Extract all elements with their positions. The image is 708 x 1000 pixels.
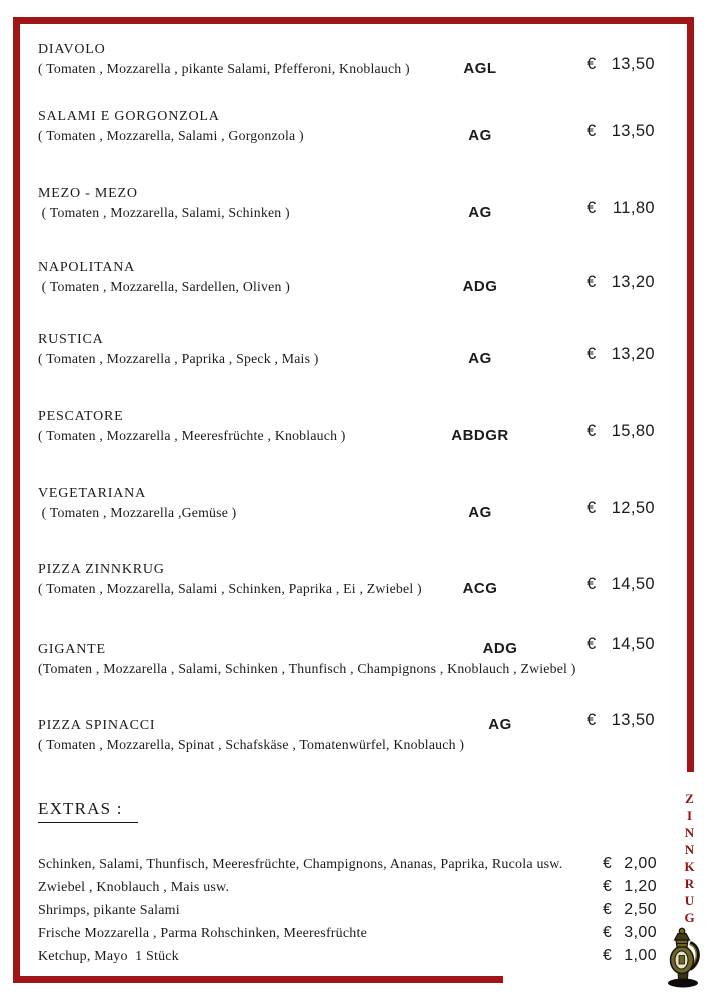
item-name: PIZZA SPINACCI — [38, 718, 156, 733]
extras-item — [38, 901, 657, 923]
brand-vertical-text — [681, 790, 698, 926]
item-name: VEGETARIANA — [38, 486, 146, 501]
frame-border-bottom — [13, 976, 503, 983]
item-price — [587, 121, 655, 141]
extras-heading: EXTRAS : — [38, 799, 138, 823]
tankard-logo-icon — [664, 926, 704, 988]
price-amount: 15,80 — [611, 422, 655, 440]
brand-letter: U — [684, 893, 695, 908]
price-amount: 3,00 — [624, 924, 657, 941]
euro-sign: € — [603, 901, 612, 918]
item-name: SALAMI E GORGONZOLA — [38, 109, 220, 124]
extras-text: Ketchup, Mayo 1 Stück — [38, 949, 179, 964]
frame-border-left — [13, 17, 20, 983]
price-amount: 13,50 — [611, 55, 655, 73]
brand-letter: K — [684, 859, 695, 874]
extras-item — [38, 878, 657, 900]
euro-sign: € — [587, 199, 597, 217]
price-amount: 14,50 — [611, 635, 655, 653]
brand-letter: N — [684, 842, 695, 857]
price-amount: 13,20 — [611, 345, 655, 363]
euro-sign: € — [587, 711, 597, 729]
brand-letter: G — [684, 910, 695, 925]
allergen-code: AG — [468, 127, 492, 144]
allergen-code: AG — [468, 504, 492, 521]
frame-border-top — [13, 17, 694, 24]
euro-sign: € — [603, 878, 612, 895]
euro-sign: € — [603, 855, 612, 872]
item-name: GIGANTE — [38, 642, 106, 657]
item-name: NAPOLITANA — [38, 260, 136, 275]
menu-item-pizza-zinnkrug — [38, 560, 655, 598]
item-name: PESCATORE — [38, 409, 124, 424]
allergen-code: ADG — [462, 278, 498, 295]
allergen-code: ABDGR — [451, 427, 509, 444]
item-price — [587, 198, 655, 218]
euro-sign: € — [587, 575, 597, 593]
menu-item-gigante — [38, 635, 655, 678]
extras-price — [603, 854, 657, 874]
item-ingredients: ( Tomaten , Mozzarella , Paprika , Speck , Mais ) — [38, 351, 319, 366]
euro-sign: € — [587, 422, 597, 440]
item-ingredients: ( Tomaten , Mozzarella, Sardellen, Oliven ) — [38, 279, 291, 294]
euro-sign: € — [587, 122, 597, 140]
extras-item — [38, 947, 657, 969]
extras-item — [38, 924, 657, 946]
item-name: DIAVOLO — [38, 42, 106, 57]
extras-text: Frische Mozzarella , Parma Rohschinken, Meeresfrüchte — [38, 926, 367, 941]
item-name: PIZZA ZINNKRUG — [38, 562, 165, 577]
brand-letter: Z — [685, 791, 694, 806]
item-price — [587, 54, 655, 74]
item-name: MEZO - MEZO — [38, 186, 138, 201]
extras-text: Zwiebel , Knoblauch , Mais usw. — [38, 880, 230, 895]
menu-item-vegetariana — [38, 484, 655, 522]
item-name: RUSTICA — [38, 332, 104, 347]
menu-item-pizza-spinacci — [38, 711, 655, 754]
allergen-code: ADG — [482, 640, 518, 657]
item-ingredients: ( Tomaten , Mozzarella ,Gemüse ) — [38, 505, 237, 520]
brand-letter: N — [684, 825, 695, 840]
extras-price — [603, 877, 657, 897]
menu-item-mezo-mezo — [38, 184, 655, 222]
price-amount: 13,50 — [611, 122, 655, 140]
item-ingredients: ( Tomaten , Mozzarella , pikante Salami, Pfefferoni, Knoblauch ) — [38, 61, 410, 76]
extras-item — [38, 855, 657, 877]
menu-item-napolitana — [38, 258, 655, 296]
brand-letter: R — [684, 876, 695, 891]
price-amount: 13,50 — [611, 711, 655, 729]
price-amount: 1,20 — [624, 878, 657, 895]
item-ingredients: ( Tomaten , Mozzarella, Salami, Schinken ) — [38, 205, 290, 220]
allergen-code: AGL — [463, 60, 497, 77]
frame-border-right — [687, 17, 694, 772]
item-price — [587, 498, 655, 518]
price-amount: 2,00 — [624, 855, 657, 872]
price-amount: 2,50 — [624, 901, 657, 918]
item-ingredients: (Tomaten , Mozzarella , Salami, Schinken , Thunfisch , Champignons , Knoblauch , Zwiebel ) — [38, 661, 576, 676]
extras-text: Shrimps, pikante Salami — [38, 903, 180, 918]
brand-letter: I — [686, 808, 693, 823]
item-price — [587, 272, 655, 292]
euro-sign: € — [587, 55, 597, 73]
extras-text: Schinken, Salami, Thunfisch, Meeresfrüchte, Champignons, Ananas, Paprika, Rucola usw. — [38, 857, 563, 872]
price-amount: 12,50 — [611, 499, 655, 517]
euro-sign: € — [587, 635, 597, 653]
price-amount: 13,20 — [611, 273, 655, 291]
euro-sign: € — [587, 499, 597, 517]
menu-item-pescatore — [38, 407, 655, 445]
allergen-code: AG — [468, 350, 492, 367]
euro-sign: € — [603, 947, 612, 964]
item-price — [587, 574, 655, 594]
allergen-code: AG — [488, 716, 512, 733]
euro-sign: € — [587, 345, 597, 363]
allergen-code: AG — [468, 204, 492, 221]
menu-item-salami-e-gorgonzola — [38, 107, 655, 145]
allergen-code: ACG — [462, 580, 498, 597]
price-amount: 1,00 — [624, 947, 657, 964]
extras-price — [603, 923, 657, 943]
extras-price — [603, 946, 657, 966]
euro-sign: € — [587, 273, 597, 291]
item-price — [587, 421, 655, 441]
price-amount: 11,80 — [612, 199, 655, 217]
extras-price — [603, 900, 657, 920]
item-price — [587, 344, 655, 364]
item-price — [587, 710, 655, 730]
item-price — [587, 634, 655, 654]
item-ingredients: ( Tomaten , Mozzarella, Salami , Gorgonzola ) — [38, 128, 304, 143]
menu-item-rustica — [38, 330, 655, 368]
menu-item-diavolo — [38, 40, 655, 78]
item-ingredients: ( Tomaten , Mozzarella, Spinat , Schafskäse , Tomatenwürfel, Knoblauch ) — [38, 737, 465, 752]
price-amount: 14,50 — [611, 575, 655, 593]
item-ingredients: ( Tomaten , Mozzarella, Salami , Schinken, Paprika , Ei , Zwiebel ) — [38, 581, 422, 596]
item-ingredients: ( Tomaten , Mozzarella , Meeresfrüchte , Knoblauch ) — [38, 428, 346, 443]
euro-sign: € — [603, 924, 612, 941]
